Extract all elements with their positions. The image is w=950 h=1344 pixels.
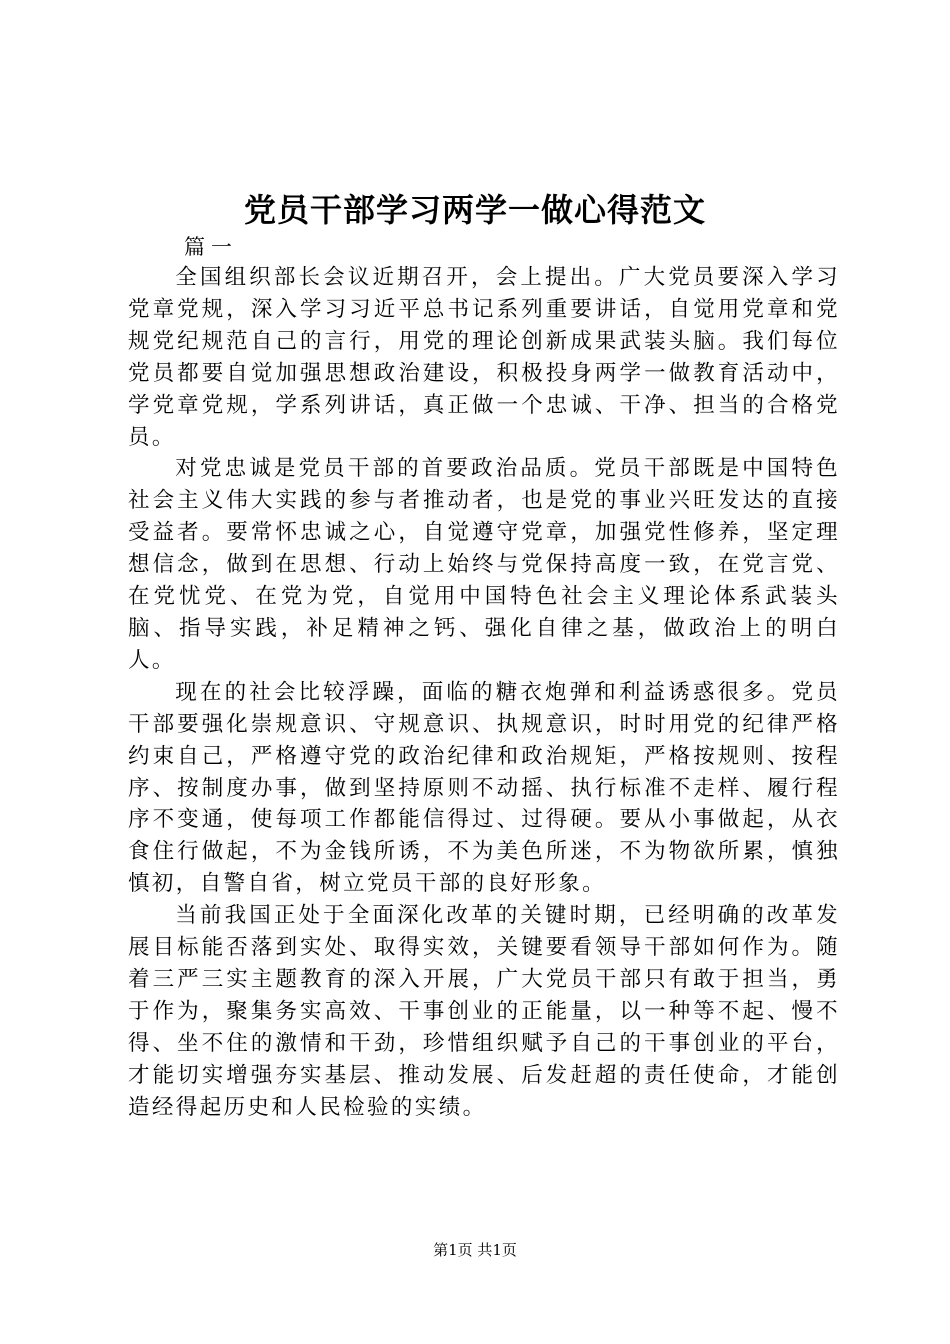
body-paragraph: 现在的社会比较浮躁，面临的糖衣炮弹和利益诱惑很多。党员干部要强化崇规意识、守规意识、执规意识，时时用党的纪律严格约束自己，严格遵守党的政治纪律和政治规矩，严格按规则、按程序、按制度办事，做到坚持原则不动摇、执行标准不走样、履行程序不变通，使每项工作都能信得过、过得硬。要从小事做起，从衣食住行做起，不为金钱所诱，不为美色所迷，不为物欲所累，慎独慎初，自警自省，树立党员干部的良好形象。 (128, 679, 840, 897)
body-paragraph: 当前我国正处于全面深化改革的关键时期，已经明确的改革发展目标能否落到实处、取得实效，关键要看领导干部如何作为。随着三严三实主题教育的深入开展，广大党员干部只有敢于担当，勇于作为，聚集务实高效、干事创业的正能量，以一种等不起、慢不得、坐不住的激情和干劲，珍惜组织赋予自己的干事创业的平台，才能切实增强夯实基层、推动发展、后发赶超的责任使命，才能创造经得起历史和人民检验的实绩。 (128, 903, 840, 1120)
document-title: 党员干部学习两学一做心得范文 (243, 191, 706, 229)
page-footer: 第1页 共1页 (433, 1241, 517, 1259)
body-paragraph: 全国组织部长会议近期召开，会上提出。广大党员要深入学习党章党规，深入学习习近平总书记系列重要讲话，自觉用党章和党规党纪规范自己的言行，用党的理论创新成果武装头脑。我们每位党员都要自觉加强思想政治建设，积极投身两学一做教育活动中，学党章党规，学系列讲话，真正做一个忠诚、干净、担当的合格党员。 (128, 265, 840, 450)
body-paragraph: 对党忠诚是党员干部的首要政治品质。党员干部既是中国特色社会主义伟大实践的参与者推动者，也是党的事业兴旺发达的直接受益者。要常怀忠诚之心，自觉遵守党章，加强党性修养，坚定理想信念，做到在思想、行动上始终与党保持高度一致，在党言党、在党忧党、在党为党，自觉用中国特色社会主义理论体系武装头脑、指导实践，补足精神之钙、强化自律之基，做政治上的明白人。 (128, 456, 840, 673)
document-body (128, 262, 840, 1123)
section-label: 篇一 (184, 235, 238, 259)
